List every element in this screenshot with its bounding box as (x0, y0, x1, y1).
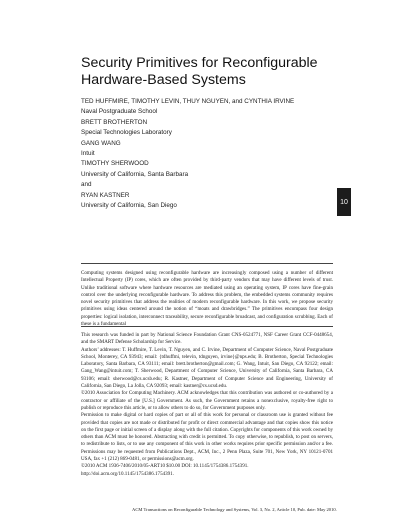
footnotes (81, 332, 333, 478)
author-line: and (81, 181, 92, 189)
copyright-note: ©2010 Association for Computing Machinery. ACM acknowledges that this contribution was authored or co-authored by a contractor or affiliate of the [U.S.] Government. As such, the Government retains a nonexclusive, royalty-free right to publish or reproduce this article, or to allow others to do so, for Government purposes only. (81, 390, 333, 411)
author-line: RYAN KASTNER (81, 191, 130, 199)
abstract-text: Computing systems designed using reconfigurable hardware are increasingly composed using a number of different Intellectual Property (IP) cores, which are often provided by third-party vendors that may have different levels of trust. Unlike traditional software where hardware resources are mediated using an operating system, IP cores have fine-grain control over the underlying reconfigurable hardware. To address this problem, the embedded systems community requires novel security primitives that address the realities of modern reconfigurable hardware. In this work, we propose security primitives using ideas centered around the notion of “moats and drawbridges.” The primitives encompass four design properties: logical isolation, interconnect traceability, secure reconfigurable broadcast, and configuration scrubbing. Each of these is a fundamental (81, 270, 333, 328)
permission-note: Permission to make digital or hard copies of part or all of this work for personal or classroom use is granted without fee provided that copies are not made or distributed for profit or direct commercial advantage and that copies show this notice on the first page or initial screen of a display along with the full citation. Copyrights for components of this work owned by others than ACM must be honored. Abstracting with credit is permitted. To copy otherwise, to republish, to post on servers, to redistribute to lists, or to use any component of this work in other works requires prior specific permission and/or a fee. Permissions may be requested from Publications Dept., ACM, Inc., 2 Penn Plaza, Suite 701, New York, NY 10121-0701 USA, fax +1 (212) 869-0481, or permissions@acm.org. (81, 412, 333, 463)
doi-link[interactable]: http://doi.acm.org/10.1145/1754386.1754391. (81, 470, 174, 477)
title-line-1: Security Primitives for Reconfigurable (81, 55, 318, 71)
addresses-note: Authors’ addresses: T. Huffmire, T. Levin, T. Nguyen, and C. Irvine, Department of Computer Science, Naval Postgraduate School, Monterey, CA 93943; email: {tdhuffmi, televin, tdnguyen, irvine}@nps.edu; B. Brotherton, Special Technologies Laboratory, Santa Barbara, CA 93111; email: brett.brotherton@gmail.com; G. Wang, Intuit, San Diego, CA 92122; email: Gang_Wang@intuit.com; T. Sherwood, Department of Computer Science, University of California, Santa Barbara, CA 93106; email: sherwood@cs.ucsb.edu; R. Kastner, Department of Computer Science and Engineering, University of California, San Diego, La Jolla, CA 92093; email: kastner@cs.ucsd.edu. (81, 346, 333, 390)
journal-footer: ACM Transactions on Reconfigurable Technology and Systems, Vol. 3, No. 2, Article 10, Pub. date: May 2010. (132, 507, 337, 512)
author-line: Special Technologies Laboratory (81, 129, 172, 137)
notes-top-rule (81, 326, 333, 327)
author-block (81, 97, 341, 211)
article-number-tab (337, 188, 351, 216)
author-line: GANG WANG (81, 139, 121, 147)
title-line-2: Hardware-Based Systems (81, 72, 246, 88)
abstract-top-rule (81, 263, 333, 264)
author-line: Intuit (81, 150, 95, 158)
article-number: 10 (340, 198, 348, 206)
author-line: TED HUFFMIRE, TIMOTHY LEVIN, THUY NGUYEN, and CYNTHIA IRVINE (81, 98, 295, 105)
paper-title (81, 55, 371, 89)
author-line: University of California, Santa Barbara (81, 170, 189, 178)
author-line: Naval Postgraduate School (81, 108, 158, 116)
author-line: BRETT BROTHERTON (81, 118, 148, 126)
doi-note: ©2010 ACM 1936-7406/2010/05-ART10 $10.00 DOI: 10.1145/1754386.1754391. (81, 463, 249, 470)
author-line: TIMOTHY SHERWOOD (81, 160, 149, 168)
funding-note: This research was funded in part by National Science Foundation Grant CNS-0524771, NSF Career Grant CCF-0448654, and the SMART Defense Scholarship for Service. (81, 332, 333, 346)
author-line: University of California, San Diego (81, 202, 177, 210)
